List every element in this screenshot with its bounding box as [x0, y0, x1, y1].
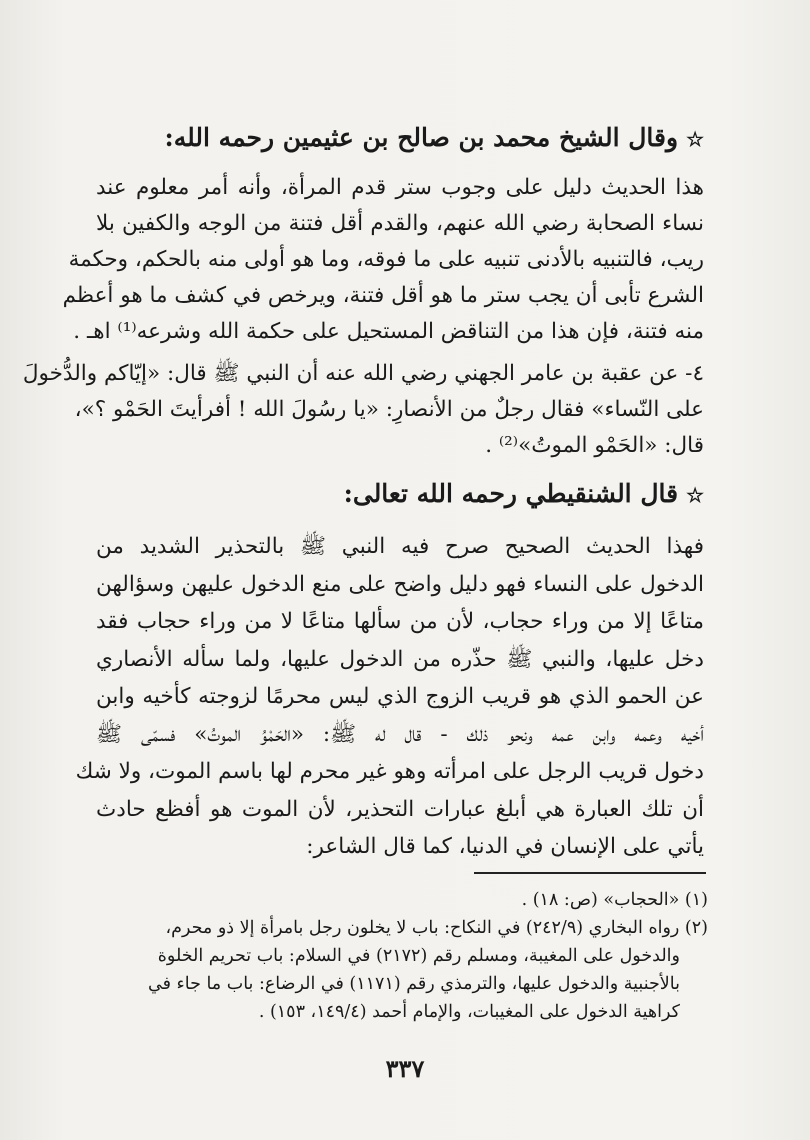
text-line: عن الحمو الذي هو قريب الزوج الذي ليس محرمًا لزوجته كأخيه وابن	[96, 684, 704, 709]
text-line: دخل عليها، والنبي ﷺ حذّره من الدخول عليها، ولما سأله الأنصاري	[96, 646, 704, 672]
footnotes	[96, 886, 708, 1026]
section-shinqiti	[96, 474, 704, 515]
text-line: أن تلك العبارة هي أبلغ عبارات التحذير، لأن الموت هو أفظع حادث	[96, 796, 704, 822]
text-line: فهذا الحديث الصحيح صرح فيه النبي ﷺ بالتحذير الشديد من	[96, 534, 704, 559]
hadith-block	[22, 356, 704, 464]
paragraph-uthaymeen	[62, 170, 704, 350]
text-line: الشرع تأبى أن يجب ستر ما هو أقل فتنة، ويرخص في كشف ما هو أعظم	[62, 283, 704, 308]
hadith-paragraph	[22, 356, 704, 464]
footnote-2-line: كراهية الدخول على المغيبات، والإمام أحمد (١٤٩/٤، ١٥٣) .	[258, 1002, 680, 1022]
text-line: يأتي على الإنسان في الدنيا، كما قال الشاعر:	[306, 834, 704, 859]
footnote-1: (١) «الحجاب» (ص: ١٨) .	[521, 890, 708, 910]
text-line: ريب، فالتنبيه بالأدنى تنبيه على ما فوقه، وما هو أولى منه بالحكم، وحكمة	[68, 247, 704, 272]
text-line: متاعًا إلا من وراء حجاب، لأن من سألها متاعًا لا من وراء حجاب فقد	[96, 609, 704, 634]
heading-text: وقال الشيخ محمد بن صالح بن عثيمين رحمه الله:	[164, 123, 679, 152]
footnote-2-line: (٢) رواه البخاري (٢٤٢/٩) في النكاح: باب لا يخلون رجل بامرأة إلا ذو محرم،	[165, 918, 708, 938]
text-line: على النّساء» فقال رجلٌ من الأنصارِ: «يا رسُولَ الله ! أفرأيتَ الحَمْو ؟»،	[74, 397, 704, 422]
text-line: هذا الحديث دليل على وجوب ستر قدم المرأة، وأنه أمر معلوم عند	[96, 175, 704, 200]
star-icon: ☆	[686, 483, 704, 507]
section-heading	[96, 118, 704, 159]
footnote-2-line: بالأجنبية والدخول عليها، والترمذي رقم (١١٧١) في الرضاع: باب ما جاء في	[148, 974, 680, 994]
text-line: دخول قريب الرجل على امرأته وهو غير محرم لها باسم الموت، ولا شك	[75, 759, 704, 784]
text-line: ٤- عن عقبة بن عامر الجهني رضي الله عنه أن النبي ﷺ قال: «إيّاكم والدُّخولَ	[22, 361, 704, 386]
star-icon: ☆	[686, 127, 704, 151]
heading-text: قال الشنقيطي رحمه الله تعالى:	[343, 479, 679, 508]
text-line: منه فتنة، فإن هذا من التناقض المستحيل على حكمة الله وشرعه⁽¹⁾ اهـ .	[73, 319, 704, 344]
paragraph	[75, 528, 704, 866]
text-line: أخيه وعمه وابن عمه ونحو ذلك - قال له ﷺ: «الحَمْوُ الموتُ» فسمّى ﷺ	[96, 721, 704, 747]
page-number: ٣٣٧	[385, 1054, 425, 1083]
text-line: نساء الصحابة رضي الله عنهم، والقدم أقل فتنة من الوجه والكفين بلا	[96, 211, 704, 236]
paragraph	[62, 170, 704, 350]
footnote-divider	[474, 872, 706, 874]
section-uthaymeen	[96, 118, 704, 159]
footnote-2-line: والدخول على المغيبة، ومسلم رقم (٢١٧٢) في السلام: باب تحريم الخلوة	[157, 946, 680, 966]
text-line: الدخول على النساء فهو دليل واضح على منع الدخول عليهن وسؤالهن	[96, 571, 704, 597]
section-heading	[96, 474, 704, 515]
paragraph-shinqiti	[75, 528, 704, 866]
text-line: قال: «الحَمْو الموتُ»⁽²⁾ .	[485, 433, 704, 458]
